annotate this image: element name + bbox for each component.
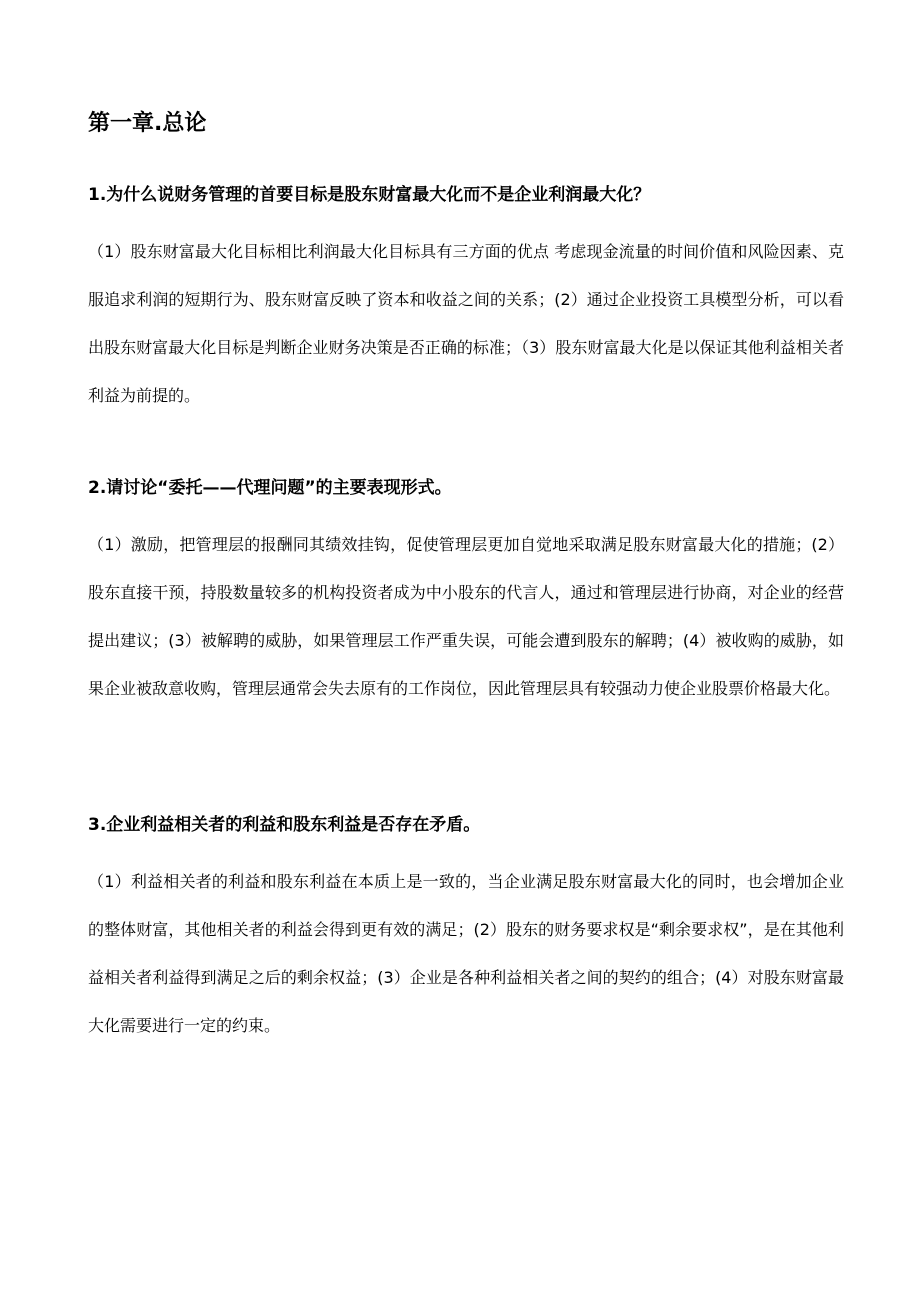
answer-paragraph: （1）利益相关者的利益和股东利益在本质上是一致的，当企业满足股东财富最大化的同时，也会增加企业的整体财富，其他相关者的利益会得到更有效的满足；(2）股东的财务要求权是“剩余要求权”，是在其他利益相关者利益得到满足之后的剩余权益；(3）企业是各种利益相关者之间的契约的组合；(4）对股东财富最大化需要进行一定的约束。 xyxy=(88,872,844,1035)
question-section-1 xyxy=(88,182,844,420)
question-heading: 2.请讨论“委托——代理问题”的主要表现形式。 xyxy=(88,478,452,498)
question-heading: 1.为什么说财务管理的首要目标是股东财富最大化而不是企业利润最大化？ xyxy=(88,185,651,205)
question-section-3 xyxy=(88,812,844,1050)
answer-paragraph: （1）激励，把管理层的报酬同其绩效挂钩，促使管理层更加自觉地采取满足股东财富最大化的措施；(2）股东直接干预，持股数量较多的机构投资者成为中小股东的代言人，通过和管理层进行协商，对企业的经营提出建议；(3）被解聘的威胁，如果管理层工作严重失误，可能会遭到股东的解聘；(4）被收购的威胁，如果企业被敌意收购，管理层通常会失去原有的工作岗位，因此管理层具有较强动力使企业股票价格最大化。 xyxy=(88,535,844,698)
answer-paragraph: （1）股东财富最大化目标相比利润最大化目标具有三方面的优点 考虑现金流量的时间价值和风险因素、克服追求利润的短期行为、股东财富反映了资本和收益之间的关系；(2）通过企业投资工具模型分析，可以看出股东财富最大化目标是判断企业财务决策是否正确的标准；（3）股东财富最大化是以保证其他利益相关者利益为前提的。 xyxy=(88,242,844,405)
question-heading: 3.企业利益相关者的利益和股东利益是否存在矛盾。 xyxy=(88,815,481,835)
question-section-2 xyxy=(88,475,844,713)
chapter-title: 第一章.总论 xyxy=(88,111,207,136)
